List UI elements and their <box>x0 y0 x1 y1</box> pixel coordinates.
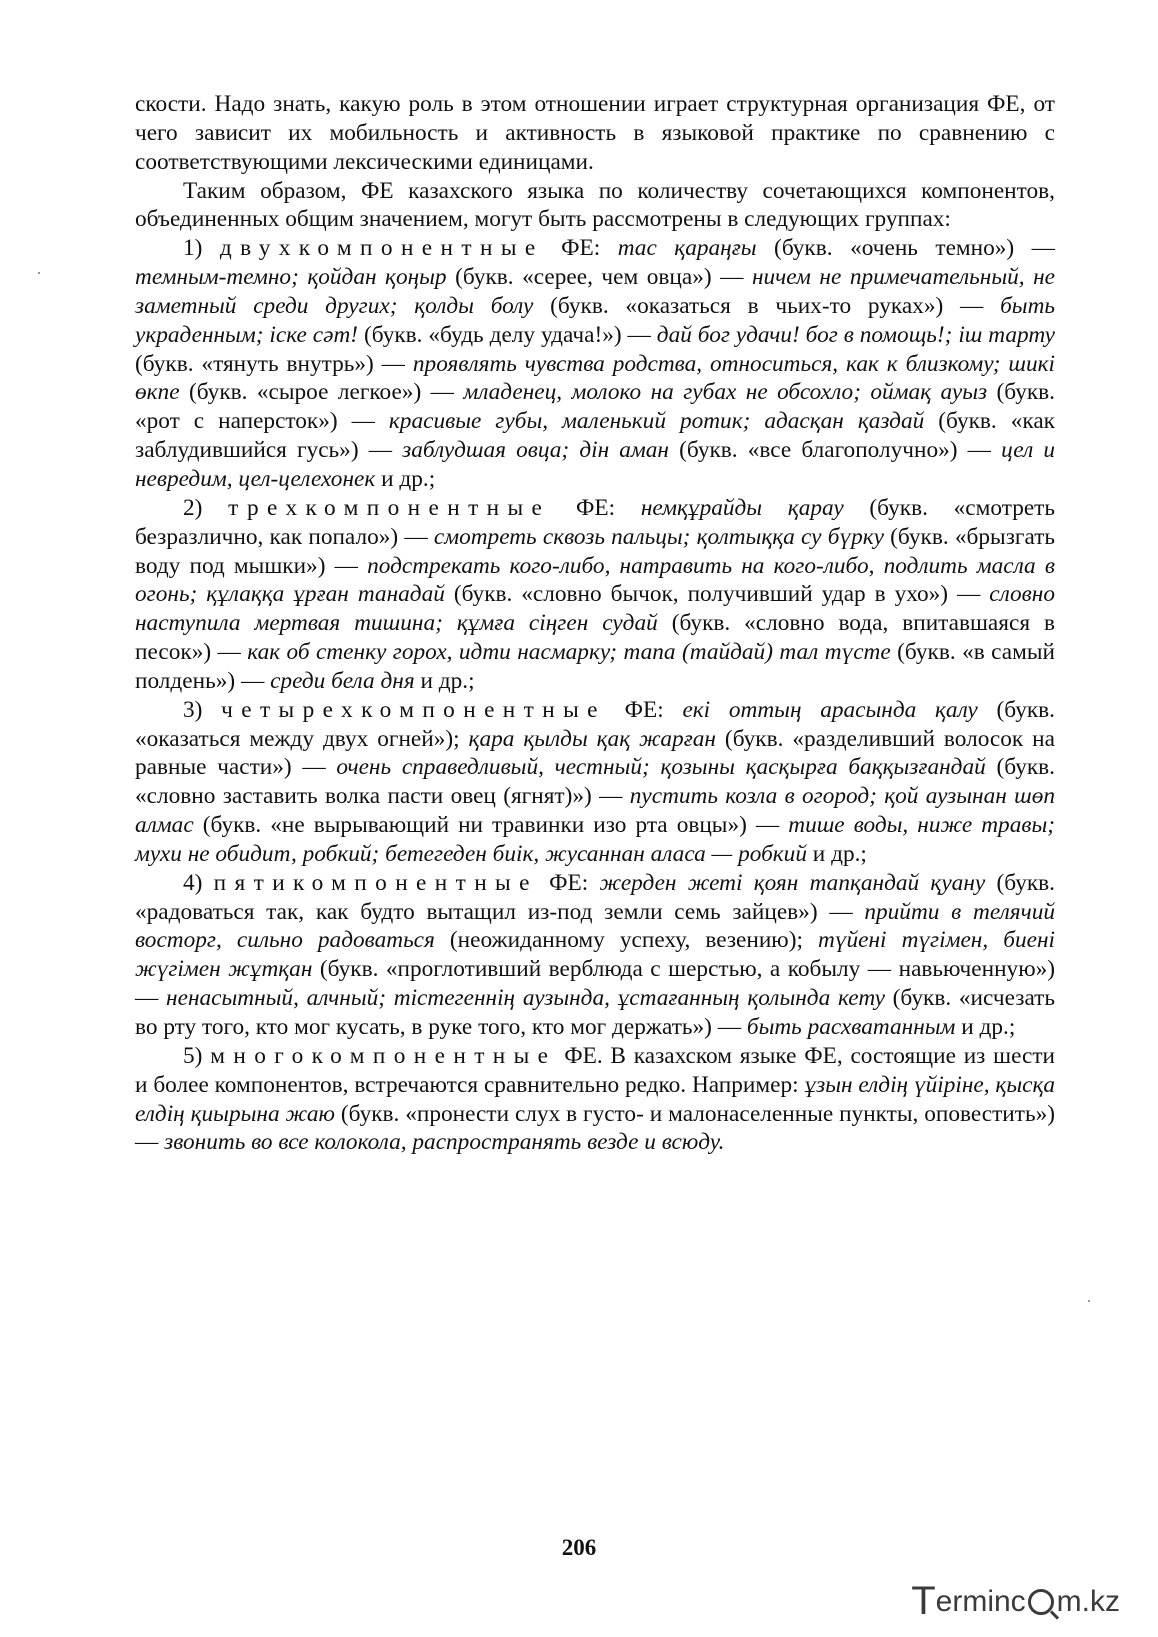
text-run: и др.; <box>414 667 475 694</box>
italic-phrase: немқұрайды қарау <box>640 494 844 521</box>
text-run: (букв. «не вырывающий ни травинки изо рта овцы») — <box>193 812 789 839</box>
text-run: 4) <box>183 869 214 896</box>
text-run: (букв. «словно заставить волка пасти овец (ягнят)») — <box>135 754 1056 810</box>
watermark-text-end: m.kz <box>1056 1585 1120 1618</box>
italic-phrase: подстрекать кого-либо, натравить на кого-либо, подлить масла в огонь; құлаққа ұрған танадай <box>135 552 1055 608</box>
page-body <box>135 90 1055 1157</box>
paragraph <box>135 869 1055 1042</box>
text-run: (букв. «очень темно») — <box>756 235 1055 262</box>
text-run: (букв. «радоваться так, как будто вытащил из-под земли семь зайцев») — <box>135 869 1055 925</box>
scan-speck <box>1088 1300 1090 1302</box>
text-run: (букв. «брызгать воду под мышки») — <box>135 523 1056 579</box>
text-run: и др.; <box>375 465 436 492</box>
italic-phrase: звонить во все колокола, распространять везде и всюду. <box>164 1129 725 1156</box>
paragraph <box>135 177 1055 235</box>
italic-phrase: дай бог удачи! бог в помощь!; іш тарту <box>656 321 1055 348</box>
text-run: (букв. «рот с наперсток») — <box>135 379 1055 435</box>
italic-phrase: ненасытный, алчный; тістегеннің аузында, ұстағанның қолында кету <box>166 985 885 1012</box>
spaced-term: многокомпонентные <box>210 1042 557 1069</box>
paragraph <box>135 696 1055 869</box>
page-number: 206 <box>561 1535 597 1560</box>
italic-phrase: быть украденным; іске сәт! <box>135 292 1055 348</box>
text-run: (букв. «в самый полдень») — <box>135 639 1055 694</box>
italic-phrase: среди бела дня <box>270 667 415 694</box>
text-run: ФЕ: <box>537 869 600 896</box>
text-run: ФЕ: <box>550 494 641 521</box>
italic-phrase: қара қылды қақ жарған <box>468 725 716 752</box>
italic-phrase: смотреть сквозь пальцы; қолтыққа су бүрку <box>433 523 884 550</box>
text-run: Таким образом, ФЕ казахского языка по количеству сочетающихся компонентов, объединенных общим значением, могут быть рассмотрены в следующих группах: <box>135 177 1055 233</box>
text-run: и др.; <box>955 1014 1016 1040</box>
italic-phrase: темным-темно; қойдан қоңыр <box>135 264 447 291</box>
text-run: (букв. «словно вода, впитавшаяся в песок») — <box>135 610 1055 666</box>
italic-phrase: ничем не примечательный, не заметный среди других; қолды болу <box>135 264 1056 319</box>
italic-phrase: тише воды, ниже травы; мухи не обидит, робкий; бетегеден биік, жусаннан аласа — робкий <box>135 812 1055 867</box>
text-run: скости. Надо знать, какую роль в этом отношении играет структурная организация ФЕ, от чего зависит их мобильность и активность в языковой практике по сравнению с соответствующими лексическими единицами. <box>135 91 1055 175</box>
text-run: (букв. «разделивший волосок на равные части») — <box>135 725 1055 781</box>
italic-phrase: пустить козла в огород; қой аузынан шөп алмас <box>135 783 1055 839</box>
termincom-watermark <box>911 1579 1120 1623</box>
italic-phrase: как об стенку горох, идти насмарку; тапа (тайдай) тал түсте <box>247 639 891 666</box>
italic-phrase: түйені түгімен, биені жүгімен жұтқан <box>135 927 1055 983</box>
text-run: (букв. «смотреть безразлично, как попало») — <box>135 494 1055 550</box>
text-run: ФЕ. В казахском языке ФЕ, состоящие из шести и более компонентов, встречаются сравнительно редко. Например: <box>135 1042 1056 1098</box>
text-run: 2) <box>183 494 229 521</box>
magnifier-icon <box>1028 1589 1054 1615</box>
paragraph <box>135 90 1055 177</box>
italic-phrase: словно наступила мертвая тишина; құмға сіңген судай <box>135 581 1055 637</box>
text-run: (букв. «серее, чем овца») — <box>446 264 752 291</box>
spaced-term: четырехкомпонентные <box>221 696 606 723</box>
italic-phrase: очень справедливый, честный; қозыны қасқырға баққызғандай <box>336 754 986 781</box>
text-run: ФЕ: <box>543 235 618 262</box>
italic-phrase: проявлять чувства родства, относиться, как к близкому; шикі өкпе <box>135 350 1055 406</box>
text-run: (букв. «оказаться в чьих-то руках») — <box>533 292 1001 319</box>
text-run: (букв. «словно бычок, получивший удар в ухо») — <box>444 581 990 608</box>
watermark-text-start: erminc <box>935 1585 1026 1618</box>
text-run: 1) <box>183 235 220 262</box>
italic-phrase: быть расхватанным <box>746 1014 956 1040</box>
text-run: (букв. «как заблудившийся гусь») — <box>135 408 1056 464</box>
text-run: 3) <box>183 696 222 723</box>
text-run: (неожиданному успеху, везению); <box>434 927 819 954</box>
italic-phrase: младенец, молоко на губах не обсохло; оймақ ауыз <box>463 379 988 406</box>
paragraph <box>135 1042 1055 1157</box>
italic-phrase: прийти в телячий восторг, сильно радоваться <box>135 898 1055 954</box>
text-run: (букв. «все благополучно») — <box>668 437 1002 464</box>
italic-phrase: цел и невредим, цел-целехонек <box>135 437 1055 492</box>
text-run: (букв. «пронести слух в густо- и малонаселенные пункты, оповестить») — <box>135 1100 1055 1156</box>
scan-speck <box>38 272 40 274</box>
text-run: (букв. «исчезать во рту того, кто мог кусать, в руке того, кто мог держать») — <box>135 985 1055 1040</box>
text-run: и др.; <box>806 840 867 867</box>
text-run: (букв. «оказаться между двух огней»); <box>135 696 1056 752</box>
spaced-term: пятикомпонентные <box>213 869 538 896</box>
text-run: (букв. «будь делу удача!») — <box>358 321 657 348</box>
paragraph <box>135 234 1055 494</box>
text-run: 5) <box>183 1042 211 1069</box>
italic-phrase: ұзын елдің үйіріне, қысқа елдің қиырына жаю <box>135 1071 1055 1127</box>
watermark-letter-t: T <box>911 1579 936 1623</box>
text-run: ФЕ: <box>605 696 683 723</box>
italic-phrase: заблудшая овца; дін аман <box>402 437 669 464</box>
italic-phrase: красивые губы, маленький ротик; адасқан қаздай <box>388 408 925 435</box>
paragraph <box>135 494 1055 696</box>
italic-phrase: екі оттың арасында қалу <box>682 696 978 723</box>
italic-phrase: тас қараңғы <box>617 235 757 262</box>
spaced-term: двухкомпонентные <box>219 235 544 262</box>
italic-phrase: жерден жеті қоян тапқандай қуану <box>599 869 986 896</box>
spaced-term: трехкомпонентные <box>228 494 551 521</box>
text-run: (букв. «проглотивший верблюда с шерстью, а кобылу — навьюченную») — <box>135 956 1055 1012</box>
text-run: (букв. «тянуть внутрь») — <box>135 350 413 377</box>
text-run: (букв. «сырое легкое») — <box>179 379 464 406</box>
